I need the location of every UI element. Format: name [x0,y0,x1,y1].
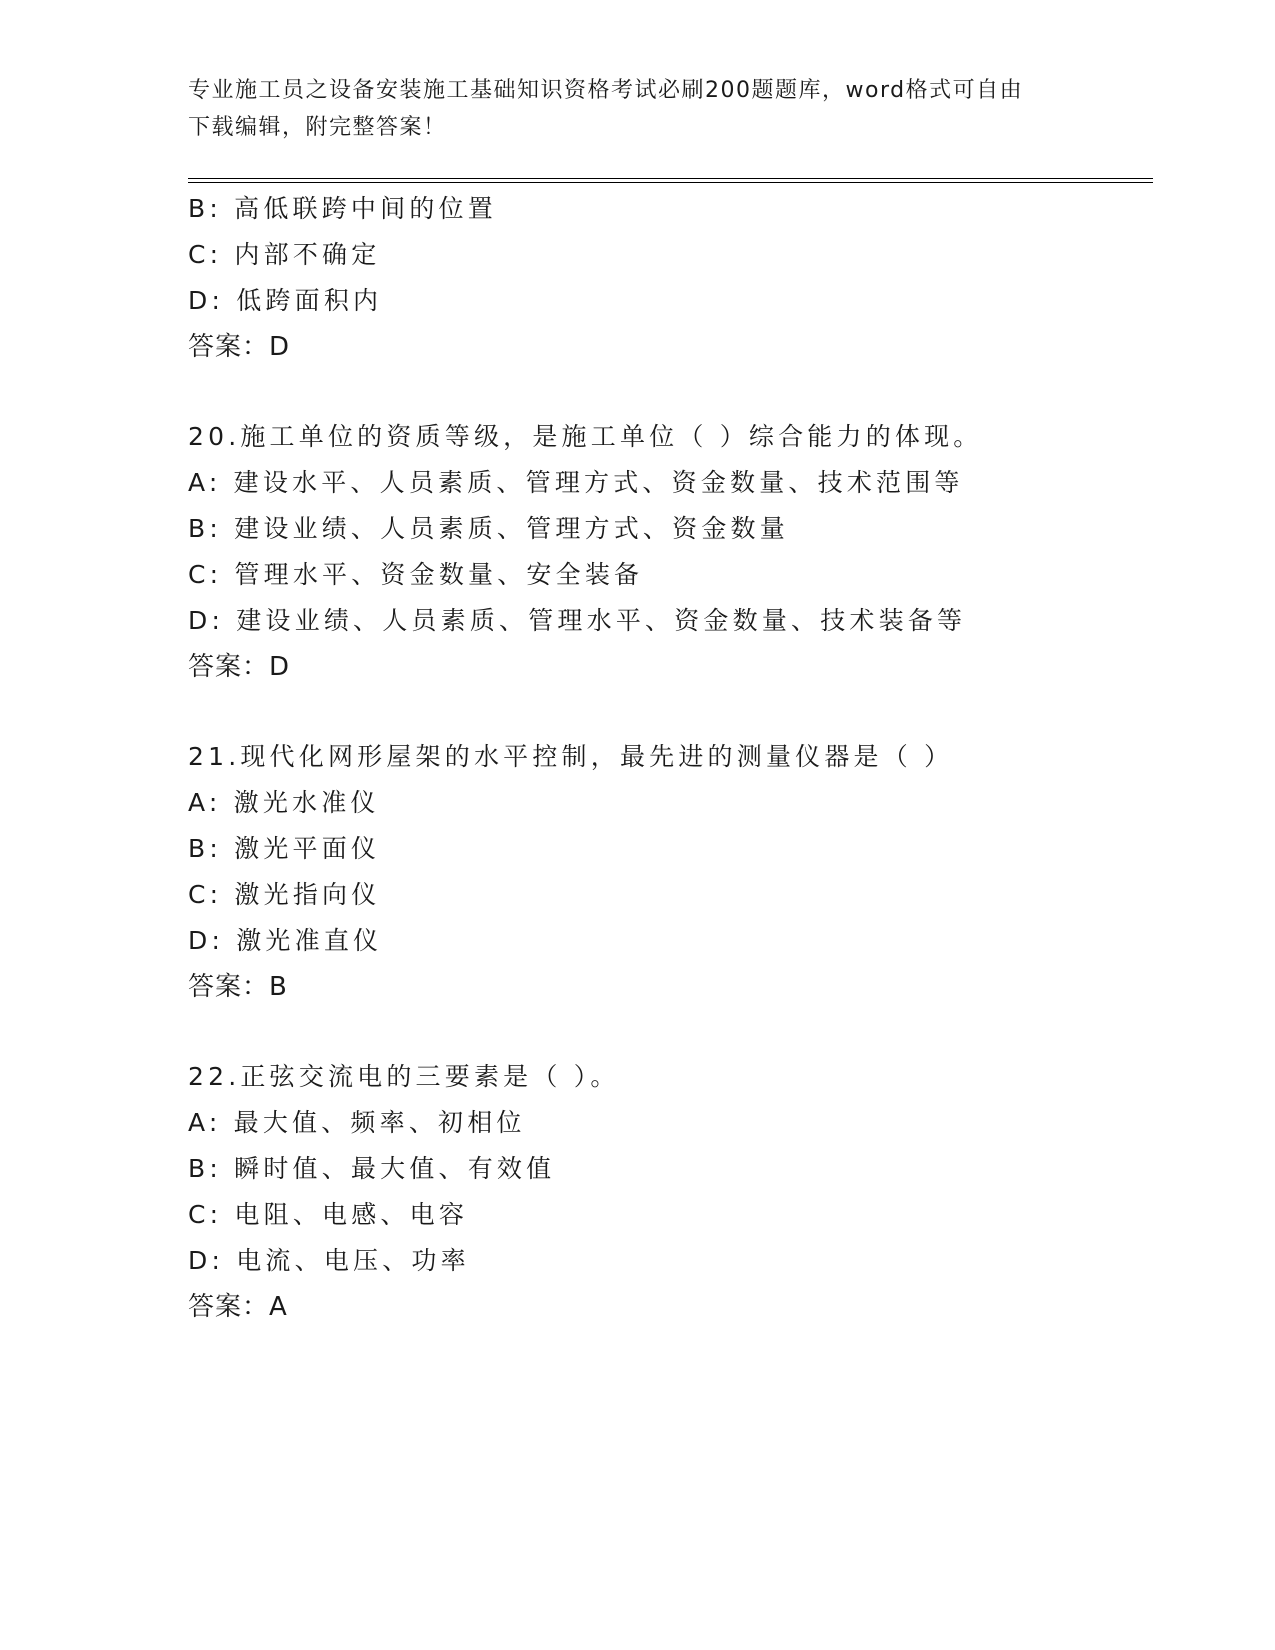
answer-line: 答案：D [188,652,291,682]
option-a: A: 建设水平、人员素质、管理方式、资金数量、技术范围等 [188,468,964,497]
spacer [188,690,1153,734]
option-a: A: 最大值、频率、初相位 [188,1108,526,1137]
spacer [188,370,1153,414]
question-text: 20.施工单位的资质等级，是施工单位（ ）综合能力的体现。 [188,422,983,451]
document-body [188,186,1153,1330]
option-d: D: 电流、电压、功率 [188,1246,470,1275]
answer-line: 答案：D [188,332,291,362]
option-c: C: 管理水平、资金数量、安全装备 [188,560,644,589]
option-d: D: 低跨面积内 [188,286,383,315]
option-c: C: 内部不确定 [188,240,381,269]
answer-line: 答案：B [188,972,288,1002]
question-text: 21.现代化网形屋架的水平控制，最先进的测量仪器是（ ） [188,742,954,771]
header-line-1: 专业施工员之设备安装施工基础知识资格考试必刷200题题库，word格式可自由 [188,78,1024,103]
option-b: B: 瞬时值、最大值、有效值 [188,1154,556,1183]
spacer [188,1010,1153,1054]
option-b: B: 高低联跨中间的位置 [188,194,497,223]
answer-line: 答案：A [188,1292,288,1322]
header-double-rule [188,178,1153,183]
question-text: 22.正弦交流电的三要素是（ ）。 [188,1062,620,1091]
option-b: B: 建设业绩、人员素质、管理方式、资金数量 [188,514,789,543]
option-d: D: 激光准直仪 [188,926,383,955]
question-19-continued [188,186,1153,370]
option-b: B: 激光平面仪 [188,834,381,863]
header-line-2: 下载编辑，附完整答案！ [188,115,447,140]
question-22 [188,1054,1153,1330]
option-c: C: 电阻、电感、电容 [188,1200,469,1229]
question-20 [188,414,1153,690]
page-header [188,72,1088,146]
option-d: D: 建设业绩、人员素质、管理水平、资金数量、技术装备等 [188,606,967,635]
question-21 [188,734,1153,1010]
option-a: A: 激光水准仪 [188,788,380,817]
option-c: C: 激光指向仪 [188,880,381,909]
